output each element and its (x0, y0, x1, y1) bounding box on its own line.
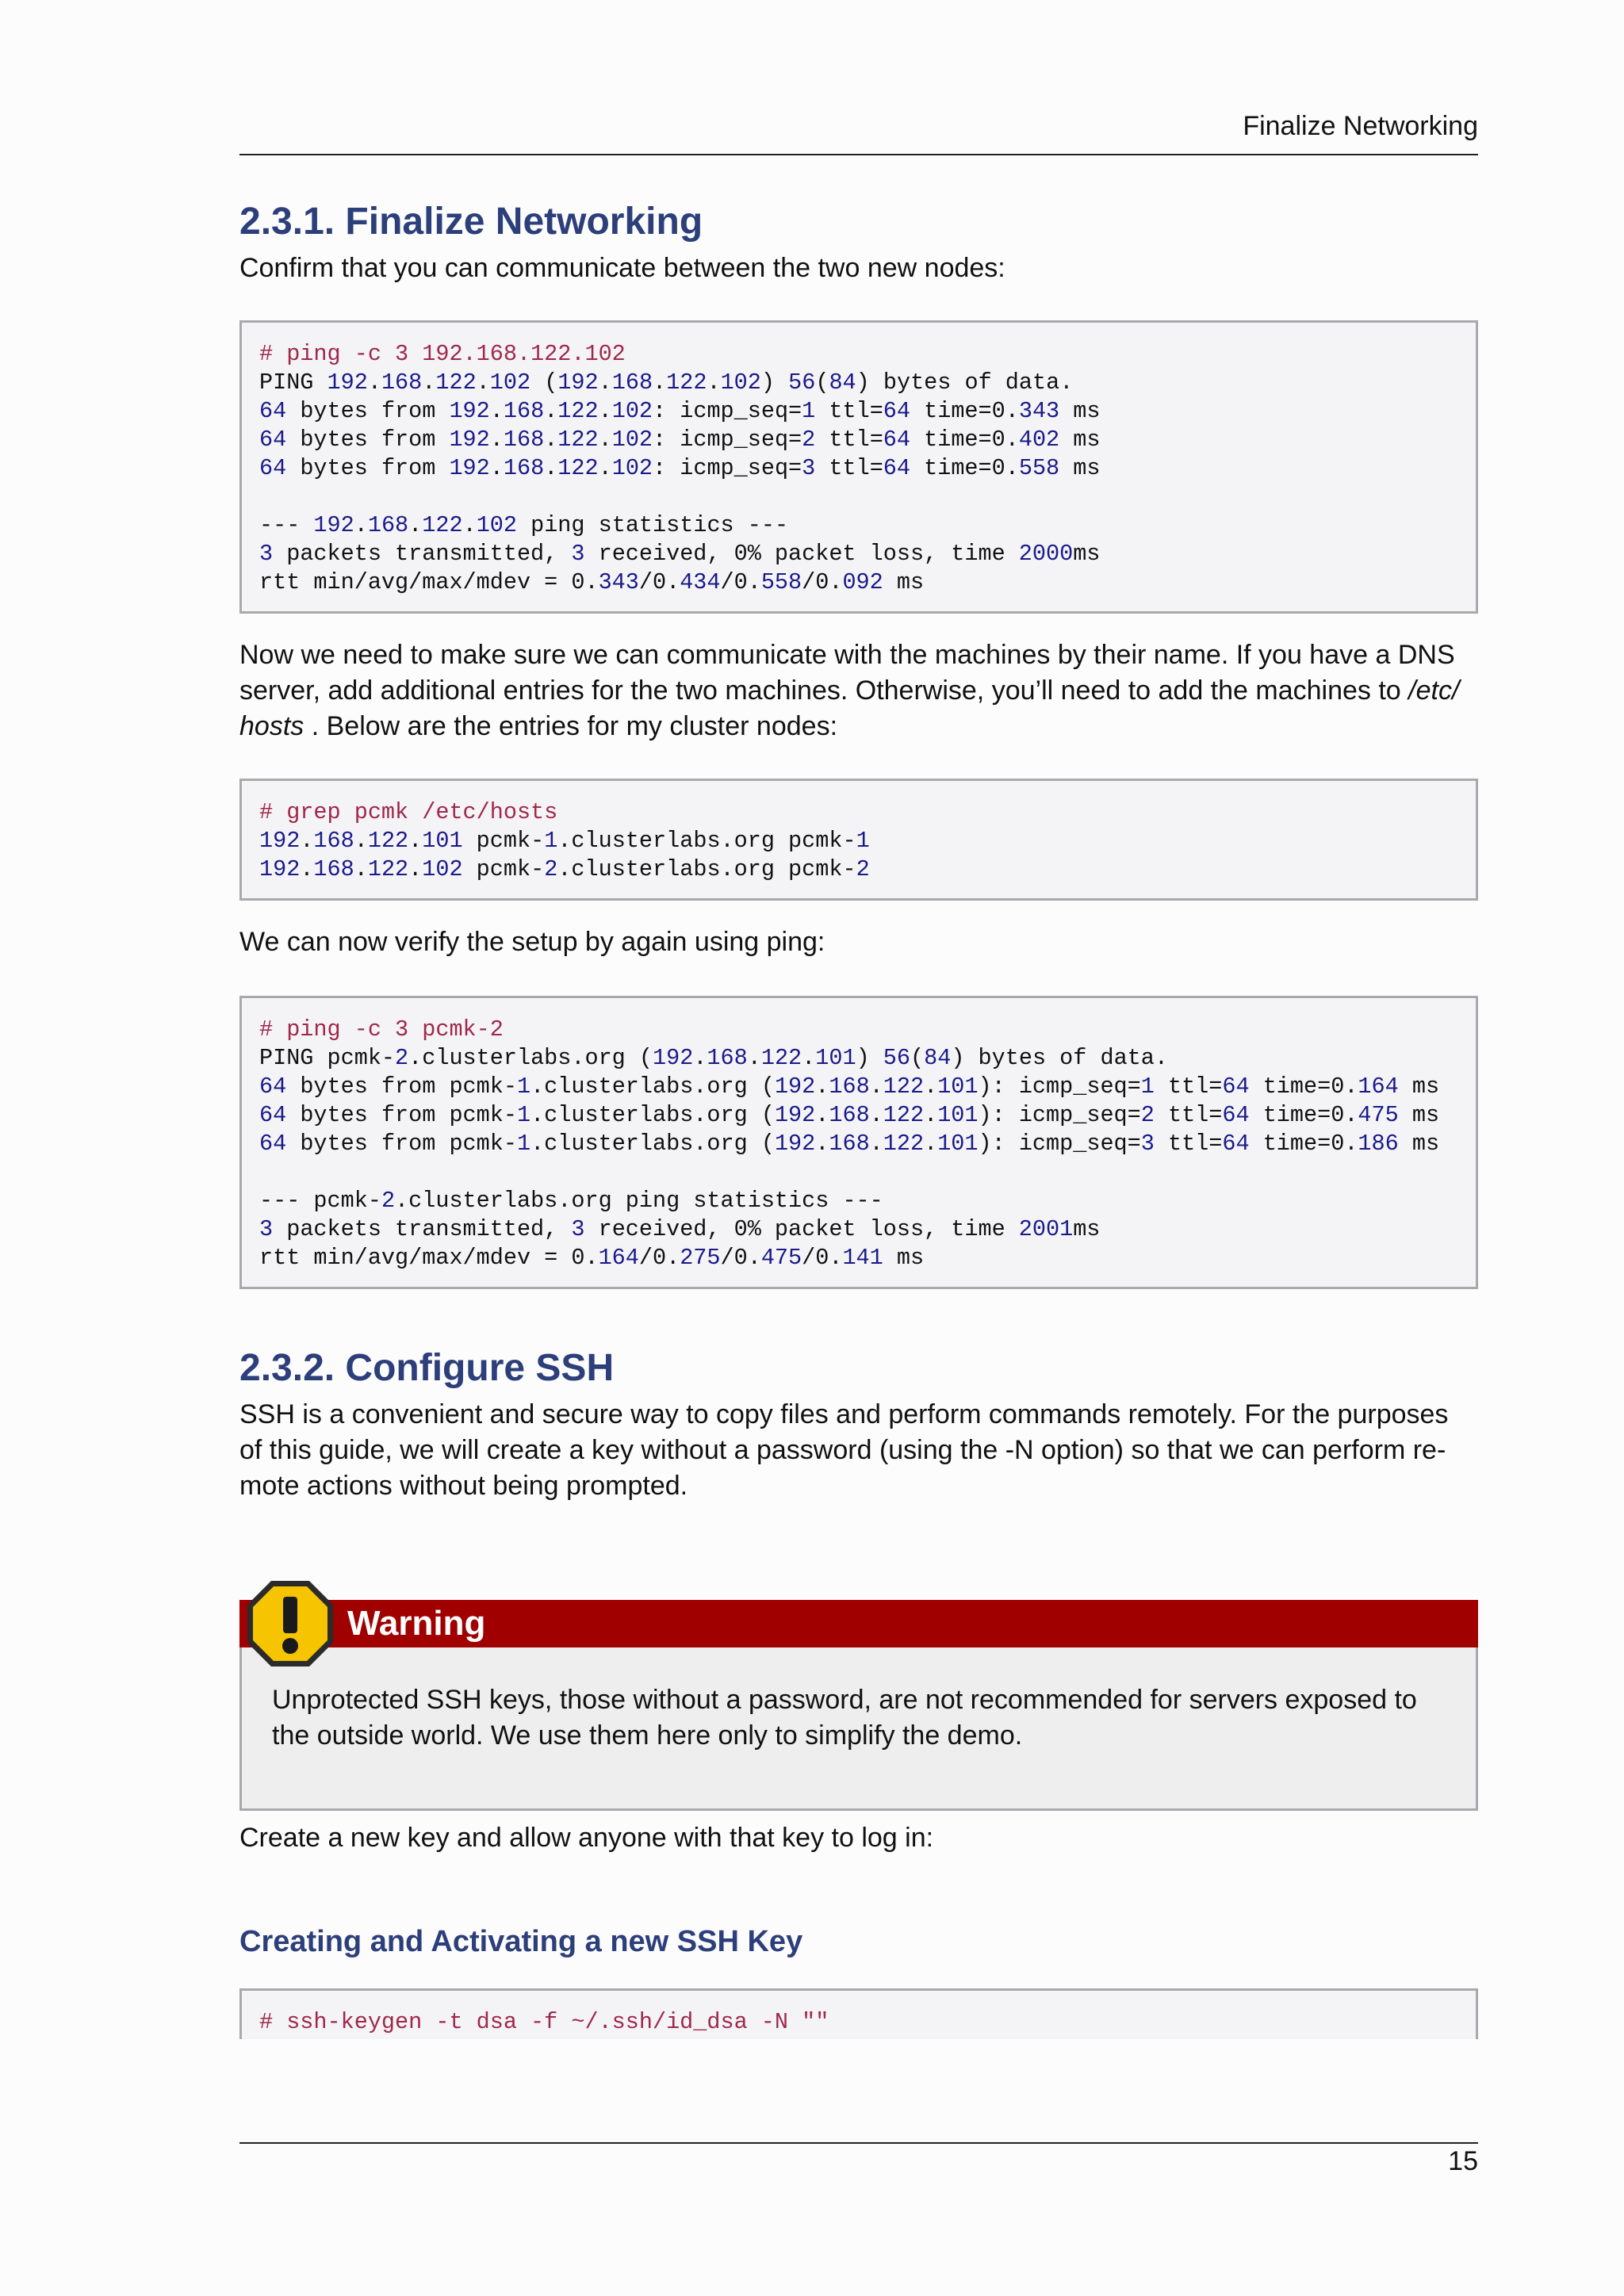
code-line: 3 packets transmitted, 3 received, 0% packet loss, time 2001ms (259, 1216, 1101, 1242)
code-line: # ssh-keygen -t dsa -f ~/.ssh/id_dsa -N "" (259, 2009, 829, 2035)
subheading-ssh-key (239, 1923, 1478, 1960)
section-heading-finalize-networking (239, 200, 1478, 244)
code-line: 64 bytes from 192.168.122.102: icmp_seq=1 ttl=64 time=0.343 ms (259, 398, 1101, 424)
page-number: 15 (1448, 2146, 1478, 2176)
code-line: 64 bytes from pcmk-1.clusterlabs.org (192.168.122.101): icmp_seq=1 ttl=64 time=0.164 ms (259, 1073, 1440, 1100)
code-block-hosts (239, 779, 1478, 901)
intro-paragraph (239, 251, 1478, 286)
running-header: Finalize Networking (1243, 111, 1478, 141)
code-line: 192.168.122.102 pcmk-2.clusterlabs.org pcmk-2 (259, 856, 870, 882)
verify-paragraph (239, 924, 1478, 960)
header-rule (239, 154, 1478, 155)
code-block-ssh-keygen (239, 1988, 1478, 2039)
code-line: 3 packets transmitted, 3 received, 0% packet loss, time 2000ms (259, 541, 1101, 567)
dns-text-b: . Below are the entries for my cluster nodes: (304, 711, 838, 741)
intro-text: Confirm that you can communicate between the two new nodes: (239, 253, 1005, 283)
code-line: rtt min/avg/max/mdev = 0.164/0.275/0.475/0.141 ms (259, 1245, 925, 1271)
warning-title: Warning (347, 1604, 486, 1643)
code-line: PING 192.168.122.102 (192.168.122.102) 56(84) bytes of data. (259, 369, 1074, 396)
subheading-title: Creating and Activating a new SSH Key (239, 1925, 803, 1958)
create-key-text: Create a new key and allow anyone with that key to log in: (239, 1823, 934, 1853)
code-line: # ping -c 3 192.168.122.102 (259, 341, 626, 367)
footer-rule (239, 2142, 1478, 2144)
code-line (259, 1158, 1458, 1187)
section-title: 2.3.1. Finalize Networking (239, 201, 703, 243)
code-line: # ping -c 3 pcmk-2 (259, 1016, 504, 1043)
code-line: # grep pcmk /etc/hosts (259, 799, 558, 825)
dns-paragraph (239, 637, 1478, 744)
code-line: 192.168.122.101 pcmk-1.clusterlabs.org pcmk-1 (259, 828, 870, 854)
warning-icon (243, 1576, 338, 1671)
warning-box (239, 1647, 1478, 1811)
section-heading-configure-ssh (239, 1346, 1478, 1391)
code-line: --- pcmk-2.clusterlabs.org ping statistics --- (259, 1188, 883, 1214)
code-block-ping-ip (239, 320, 1478, 614)
code-line: PING pcmk-2.clusterlabs.org (192.168.122.101) 56(84) bytes of data. (259, 1045, 1168, 1071)
create-key-paragraph (239, 1820, 1478, 1856)
code-line: 64 bytes from pcmk-1.clusterlabs.org (192.168.122.101): icmp_seq=2 ttl=64 time=0.475 ms (259, 1102, 1440, 1128)
ssh-text: SSH is a convenient and secure way to copy files and perform commands remotely. For the purposes of this guide, we will create a key without a password (using the -N option) so that we can perform re- mote actions without being prompted. (239, 1399, 1449, 1501)
section-title: 2.3.2. Configure SSH (239, 1347, 615, 1389)
warning-admonition (239, 1600, 1478, 1797)
dns-text-a: Now we need to make sure we can communicate with the machines by their name. If you have a DNS server, add additional entries for the two machines. Otherwise, you’ll need to add the machines to (239, 640, 1455, 706)
verify-text: We can now verify the setup by again using ping: (239, 927, 825, 957)
code-line: 64 bytes from pcmk-1.clusterlabs.org (192.168.122.101): icmp_seq=3 ttl=64 time=0.186 ms (259, 1131, 1440, 1157)
code-line (259, 483, 1458, 511)
ssh-paragraph (239, 1397, 1478, 1504)
code-line: 64 bytes from 192.168.122.102: icmp_seq=2 ttl=64 time=0.402 ms (259, 427, 1101, 453)
code-line: --- 192.168.122.102 ping statistics --- (259, 512, 789, 538)
code-line: 64 bytes from 192.168.122.102: icmp_seq=3 ttl=64 time=0.558 ms (259, 455, 1101, 481)
code-line: rtt min/avg/max/mdev = 0.343/0.434/0.558/0.092 ms (259, 569, 925, 595)
code-block-ping-name (239, 996, 1478, 1289)
warning-text: Unprotected SSH keys, those without a password, are not recommended for servers exposed to the outside world. We use them here only to simplify the demo. (272, 1685, 1417, 1751)
hosts-path: /etc/ hosts (239, 675, 1460, 741)
